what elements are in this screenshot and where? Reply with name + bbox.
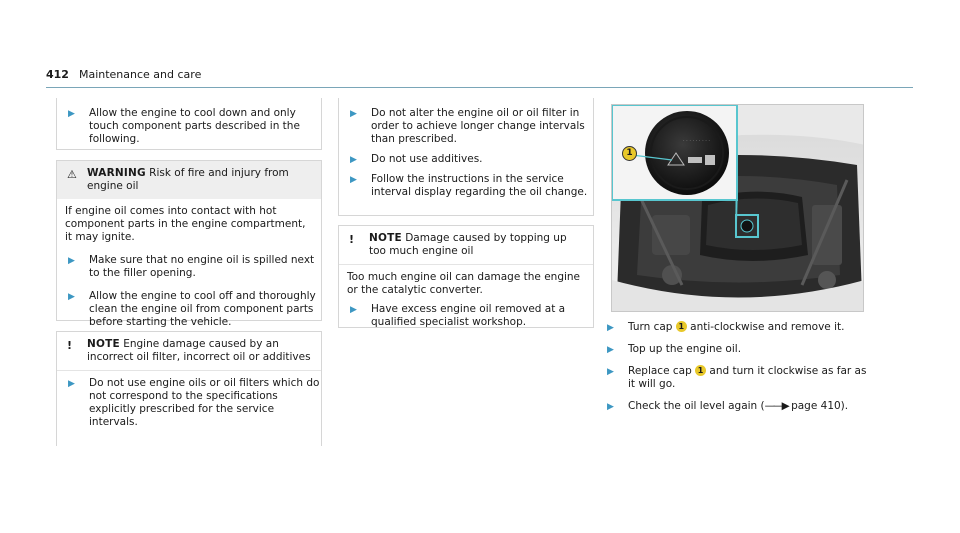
- instruction-box-cool-down: [56, 98, 322, 150]
- engine-compartment-image: [611, 104, 864, 312]
- arrow-icon: ▶: [607, 367, 614, 377]
- arrow-icon: ▶: [68, 292, 75, 302]
- arrow-icon: ▶: [68, 379, 75, 389]
- step-text: Do not use additives.: [371, 153, 483, 165]
- svg-text:· · · · · · · · ·: · · · · · · · · ·: [683, 138, 711, 144]
- note-step: [57, 377, 321, 429]
- step-text: Top up the engine oil.: [628, 343, 742, 355]
- arrow-icon: ▶: [68, 109, 75, 119]
- procedure-step: [596, 400, 876, 413]
- note-header: [339, 226, 593, 265]
- step-text: anti-clockwise and remove it.: [686, 321, 845, 333]
- step-text: Replace cap: [628, 365, 696, 377]
- page-header: [46, 68, 201, 81]
- procedure-step: [596, 365, 876, 391]
- arrow-icon: ▶: [350, 155, 357, 165]
- arrow-icon: ▶: [350, 175, 357, 185]
- note-label: NOTE: [369, 232, 402, 244]
- arrow-icon: ▶: [607, 345, 614, 355]
- instruction-step: [339, 153, 593, 166]
- callout-1-icon: 1: [676, 321, 687, 332]
- warning-box: [56, 160, 322, 328]
- note-header: [57, 332, 321, 371]
- header-divider: [46, 87, 913, 88]
- procedure-steps: [596, 321, 876, 413]
- procedure-step: [596, 343, 876, 356]
- page-reference-link[interactable]: page 410).: [791, 400, 849, 412]
- step-text: Check the oil level again (: [628, 400, 765, 412]
- procedure-step: [596, 321, 876, 334]
- warning-step: [57, 290, 321, 329]
- warning-label: WARNING: [87, 167, 146, 179]
- section-title: Maintenance and care: [78, 68, 202, 81]
- step-text: Follow the instructions in the service interval display regarding the oil change.: [371, 173, 588, 198]
- page-number: 412: [46, 68, 69, 81]
- instruction-step: [57, 98, 321, 146]
- step-text: Turn cap: [628, 321, 676, 333]
- warning-step: [57, 254, 321, 280]
- arrow-icon: ▶: [607, 402, 614, 412]
- step-text: Allow the engine to cool off and thoroughly clean the engine oil from component parts before starting the vehicle.: [89, 290, 316, 328]
- note-title: Engine damage caused by an incorrect oil filter, incorrect oil or additives: [87, 338, 311, 363]
- exclamation-icon: !: [349, 233, 355, 246]
- arrow-icon: ▶: [68, 256, 75, 266]
- note-step: [339, 303, 593, 329]
- note-body: Too much engine oil can damage the engine or the catalytic converter.: [347, 271, 581, 296]
- note-label: NOTE: [87, 338, 120, 350]
- instruction-step: [339, 173, 593, 199]
- page-reference-arrow-icon: ——▶: [764, 400, 788, 412]
- warning-title: Risk of fire and injury from engine oil: [87, 167, 289, 192]
- step-text: Do not alter the engine oil or oil filter in order to achieve longer change intervals than prescribed.: [371, 107, 585, 145]
- arrow-icon: ▶: [607, 323, 614, 333]
- step-text: Allow the engine to cool down and only touch component parts described in the following.: [89, 107, 300, 145]
- callout-1-icon: 1: [695, 365, 706, 376]
- instruction-box-oil-rules: [338, 98, 594, 216]
- arrow-icon: ▶: [350, 109, 357, 119]
- exclamation-icon: !: [67, 339, 73, 352]
- step-text: and turn it clockwise as far as it will go.: [628, 365, 867, 390]
- arrow-icon: ▶: [350, 305, 357, 315]
- warning-triangle-icon: ⚠: [67, 168, 77, 181]
- callout-1-icon: 1: [622, 146, 637, 161]
- step-text: Do not use engine oils or oil filters which do not correspond to the specifications explicitly prescribed for the service intervals.: [89, 377, 320, 428]
- step-text: Make sure that no engine oil is spilled next to the filler opening.: [89, 254, 315, 279]
- note-box-overfill: [338, 225, 594, 328]
- note-title: Damage caused by topping up too much engine oil: [369, 232, 567, 257]
- warning-header: [57, 161, 321, 199]
- note-box-oil-filter: [56, 331, 322, 446]
- instruction-step: [339, 98, 593, 146]
- warning-body: If engine oil comes into contact with hot component parts in the engine compartment, it may ignite.: [65, 205, 306, 243]
- step-text: Have excess engine oil removed at a qualified specialist workshop.: [371, 303, 566, 328]
